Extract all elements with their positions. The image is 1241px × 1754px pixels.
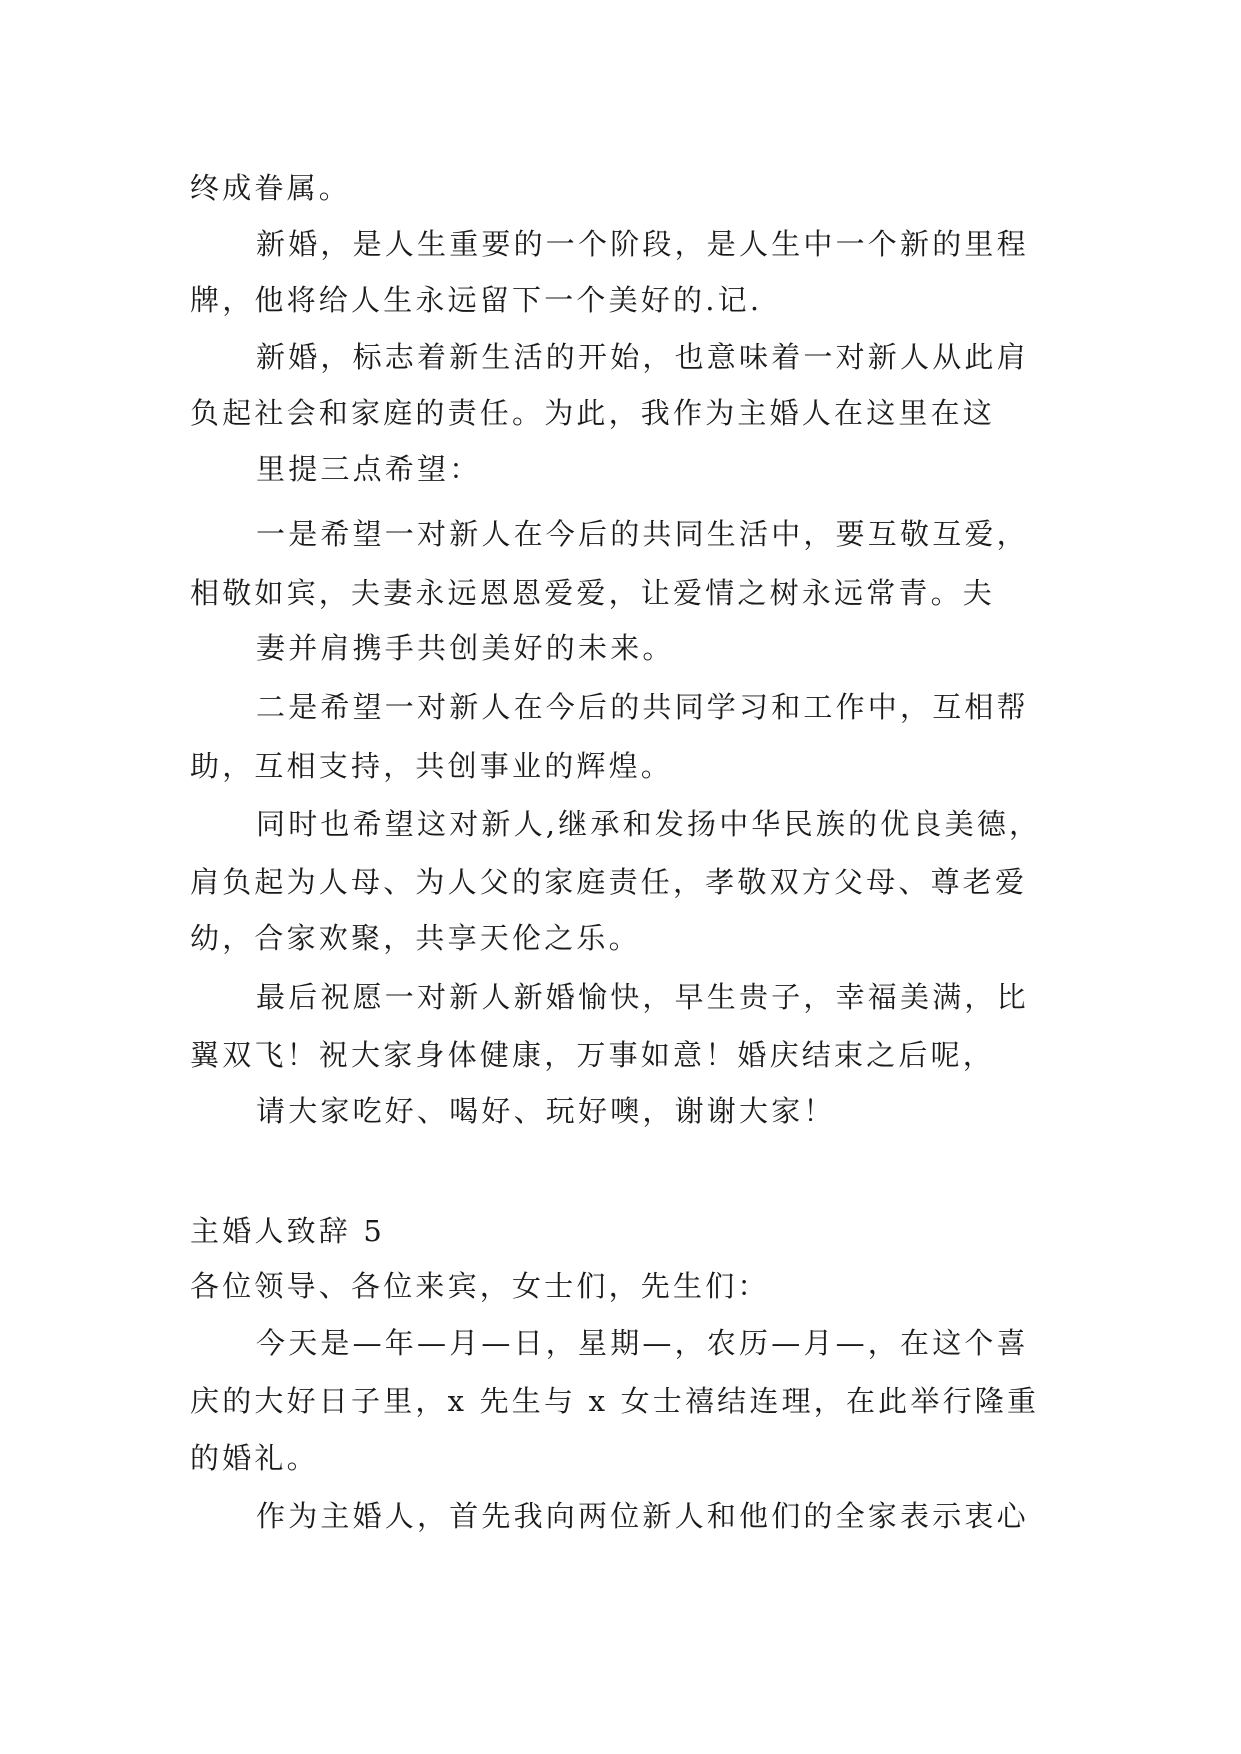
text-line: 作为主婚人，首先我向两位新人和他们的全家表示衷心 [256,1499,1029,1533]
text-line: 今天是—年—月—日，星期—，农历—月—，在这个喜 [256,1326,1029,1360]
text-line: 最后祝愿一对新人新婚愉快，早生贵子，幸福美满，比 [256,980,1029,1014]
text-line: 同时也希望这对新人,继承和发扬中华民族的优良美德， [256,807,1042,841]
text-line: 各位领导、各位来宾，女士们，先生们： [190,1269,770,1303]
text-line: 妻并肩携手共创美好的未来。 [256,631,675,665]
text-line: 新婚，标志着新生活的开始，也意味着一对新人从此肩 [256,340,1029,374]
text-line: 新婚，是人生重要的一个阶段，是人生中一个新的里程 [256,227,1029,261]
text-line: 一是希望一对新人在今后的共同生活中，要互敬互爱， [256,517,1029,551]
text-line: 幼，合家欢聚，共享天伦之乐。 [190,921,641,955]
text-line: 翼双飞！祝大家身体健康，万事如意！婚庆结束之后呢， [190,1038,996,1072]
text-line: 负起社会和家庭的责任。为此，我作为主婚人在这里在这 [190,396,996,430]
text-line: 里提三点希望： [256,452,482,486]
text-line: 庆的大好日子里，x 先生与 x 女士禧结连理，在此举行隆重 [190,1384,1040,1418]
text-line: 终成眷属。 [190,171,352,205]
text-line: 助，互相支持，共创事业的辉煌。 [190,749,674,783]
text-line: 二是希望一对新人在今后的共同学习和工作中，互相帮 [256,690,1029,724]
text-line: 的婚礼。 [190,1441,319,1475]
text-line: 肩负起为人母、为人父的家庭责任，孝敬双方父母、尊老爱 [190,865,1028,899]
section-heading: 主婚人致辞 5 [190,1214,386,1248]
text-line: 相敬如宾，夫妻永远恩恩爱爱，让爱情之树永远常青。夫 [190,576,996,610]
text-line: 牌，他将给人生永远留下一个美好的.记. [190,283,763,317]
text-line: 请大家吃好、喝好、玩好噢，谢谢大家！ [256,1094,836,1128]
